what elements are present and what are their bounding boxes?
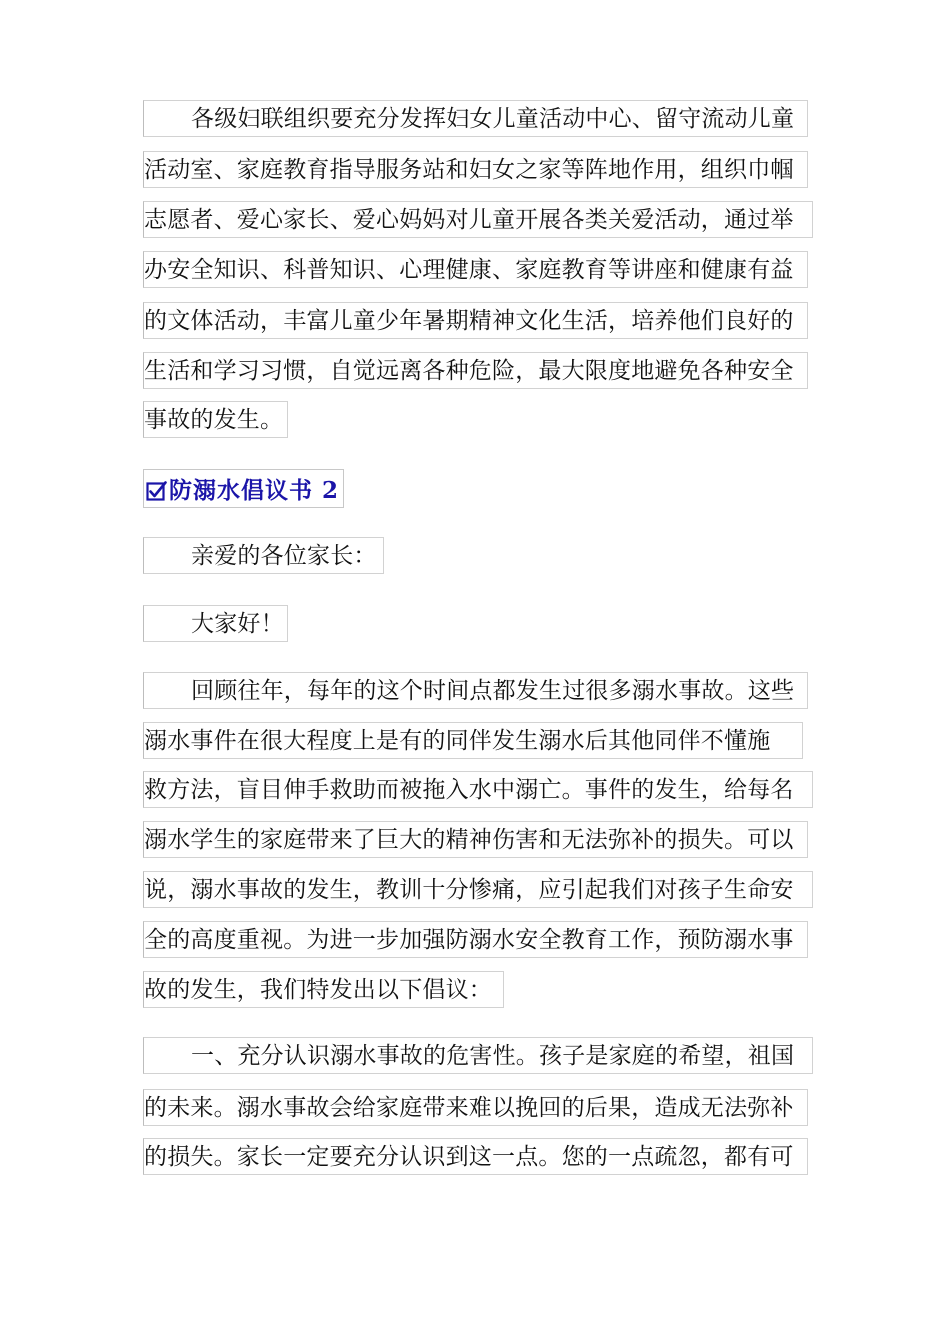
text-line: 生活和学习习惯，自觉远离各种危险，最大限度地避免各种安全 [143,352,808,389]
text-line: 说，溺水事故的发生，教训十分惨痛，应引起我们对孩子生命安 [143,871,813,908]
text-line: 溺水学生的家庭带来了巨大的精神伤害和无法弥补的损失。可以 [143,821,808,858]
section-heading [143,469,344,508]
text-line: 一、充分认识溺水事故的危害性。孩子是家庭的希望，祖国 [143,1037,813,1074]
text-line: 活动室、家庭教育指导服务站和妇女之家等阵地作用，组织巾帼 [143,151,808,188]
text-line: 回顾往年，每年的这个时间点都发生过很多溺水事故。这些 [143,672,808,709]
salutation: 亲爱的各位家长： [143,537,384,574]
heading-title: 防溺水倡议书 2 [169,477,340,504]
text-line: 志愿者、爱心家长、爱心妈妈对儿童开展各类关爱活动，通过举 [143,201,813,238]
text-line: 溺水事件在很大程度上是有的同伴发生溺水后其他同伴不懂施 [143,722,803,759]
text-line: 各级妇联组织要充分发挥妇女儿童活动中心、留守流动儿童 [143,100,808,137]
text-line: 全的高度重视。为进一步加强防溺水安全教育工作，预防溺水事 [143,921,808,958]
text-line: 办安全知识、科普知识、心理健康、家庭教育等讲座和健康有益 [143,251,808,288]
text-line: 故的发生，我们特发出以下倡议： [143,971,504,1008]
checkbox-checked-icon [146,480,168,502]
text-line: 的文体活动，丰富儿童少年暑期精神文化生活，培养他们良好的 [143,302,808,339]
text-line: 的未来。溺水事故会给家庭带来难以挽回的后果，造成无法弥补 [143,1089,808,1126]
text-line: 事故的发生。 [143,401,288,438]
text-line: 救方法，盲目伸手救助而被拖入水中溺亡。事件的发生，给每名 [143,771,813,808]
greeting: 大家好！ [143,605,288,642]
text-line: 的损失。家长一定要充分认识到这一点。您的一点疏忽，都有可 [143,1138,808,1175]
